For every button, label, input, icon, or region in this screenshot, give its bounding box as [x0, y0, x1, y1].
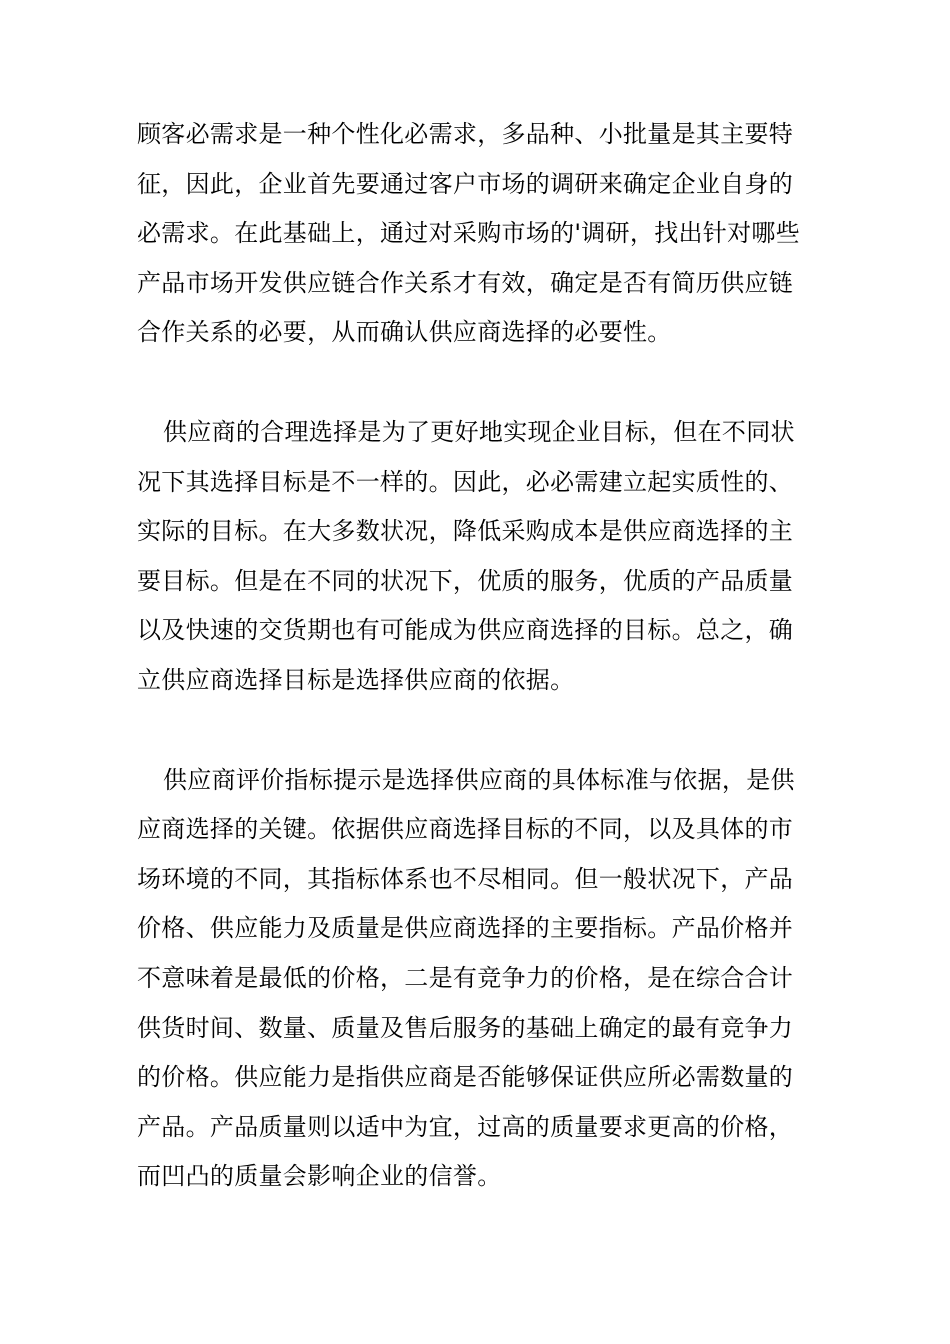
paragraph-line: 况下其选择目标是不一样的。因此，必必需建立起实质性的、	[137, 467, 794, 496]
paragraph-line: 立供应商选择目标是选择供应商的依据。	[137, 665, 575, 694]
paragraph-1	[137, 110, 827, 358]
paragraph-line: 的价格。供应能力是指供应商是否能够保证供应所必需数量的	[137, 1063, 794, 1092]
paragraph-line: 产品市场开发供应链合作关系才有效，确定是否有简历供应链	[137, 268, 794, 297]
paragraph-line: 场环境的不同，其指标体系也不尽相同。但一般状况下，产品	[137, 864, 794, 893]
paragraph-line: 而凹凸的质量会影响企业的信誉。	[137, 1162, 502, 1191]
paragraph-line: 以及快速的交货期也有可能成为供应商选择的目标。总之，确	[137, 616, 794, 645]
paragraph-3	[137, 756, 827, 1202]
paragraph-line: 价格、供应能力及质量是供应商选择的主要指标。产品价格并	[137, 914, 794, 943]
paragraph-line: 产品。产品质量则以适中为宜，过高的质量要求更高的价格，	[137, 1112, 794, 1141]
paragraph-line: 供应商的合理选择是为了更好地实现企业目标，但在不同状	[163, 417, 795, 446]
paragraph-line: 应商选择的关键。依据供应商选择目标的不同，以及具体的市	[137, 815, 794, 844]
paragraph-gap	[137, 358, 827, 408]
paragraph-2	[137, 408, 827, 706]
document-body	[137, 110, 827, 1202]
paragraph-line: 合作关系的必要，从而确认供应商选择的必要性。	[137, 318, 672, 347]
paragraph-line: 征，因此，企业首先要通过客户市场的调研来确定企业自身的	[137, 169, 794, 198]
paragraph-line: 供应商评价指标提示是选择供应商的具体标准与依据，是供	[163, 765, 795, 794]
paragraph-line: 必需求。在此基础上，通过对采购市场的'调研，找出针对哪些	[137, 219, 800, 248]
paragraph-line: 不意味着是最低的价格，二是有竞争力的价格，是在综合合计	[137, 963, 794, 992]
paragraph-line: 要目标。但是在不同的状况下，优质的服务，优质的产品质量	[137, 566, 794, 595]
paragraph-line: 顾客必需求是一种个性化必需求，多品种、小批量是其主要特	[137, 120, 794, 148]
paragraph-line: 供货时间、数量、质量及售后服务的基础上确定的最有竞争力	[137, 1013, 794, 1042]
paragraph-line: 实际的目标。在大多数状况，降低采购成本是供应商选择的主	[137, 517, 794, 546]
paragraph-gap	[137, 706, 827, 756]
